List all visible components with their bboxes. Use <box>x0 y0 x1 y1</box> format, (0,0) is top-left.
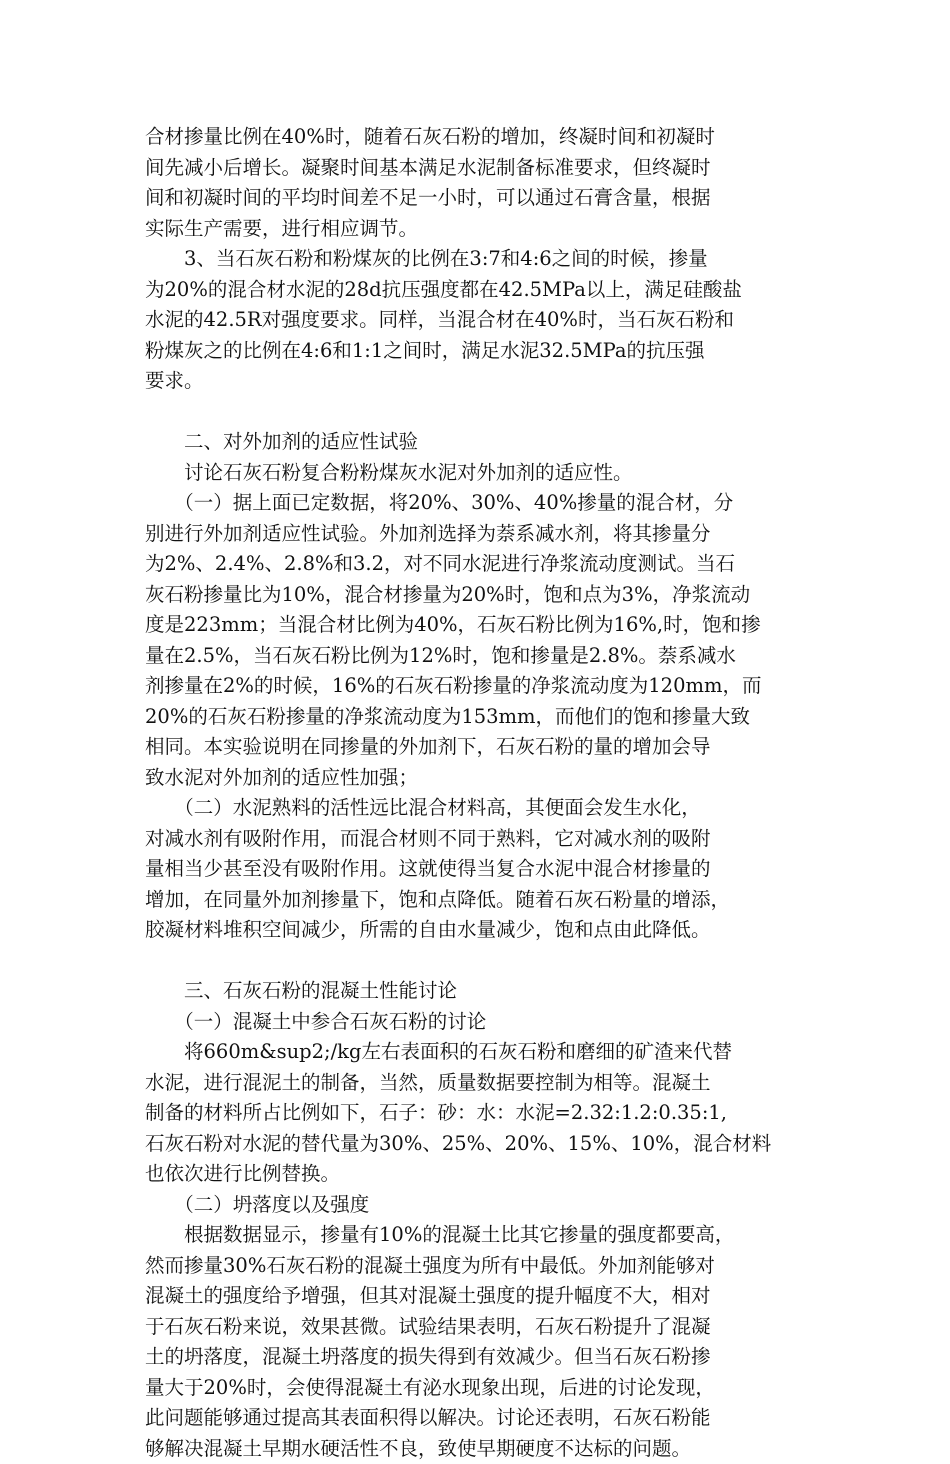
text-line: 然而掺量30%石灰石粉的混凝土强度为所有中最低。外加剂能够对 <box>145 1251 815 1282</box>
heading-line: 三、石灰石粉的混凝土性能讨论 <box>145 976 815 1007</box>
text-line: 对减水剂有吸附作用，而混合材则不同于熟料，它对减水剂的吸附 <box>145 824 815 855</box>
text-line: 于石灰石粉来说，效果甚微。试验结果表明，石灰石粉提升了混凝 <box>145 1312 815 1343</box>
paragraph-3 <box>145 458 815 489</box>
text-line: 量相当少甚至没有吸附作用。这就使得当复合水泥中混合材掺量的 <box>145 854 815 885</box>
text-line: 为20%的混合材水泥的28d抗压强度都在42.5MPa以上，满足硅酸盐 <box>145 275 815 306</box>
section-heading-2 <box>145 427 815 458</box>
subheading-line: （一）混凝土中参合石灰石粉的讨论 <box>145 1007 815 1038</box>
paragraph-4 <box>145 488 815 793</box>
text-line: 石灰石粉对水泥的替代量为30%、25%、20%、15%、10%，混合材料 <box>145 1129 815 1160</box>
text-line: 实际生产需要，进行相应调节。 <box>145 214 815 245</box>
text-line: 将660m&sup2;/kg左右表面积的石灰石粉和磨细的矿渣来代替 <box>145 1037 815 1068</box>
text-line: 度是223mm；当混合材比例为40%，石灰石粉比例为16%,时，饱和掺 <box>145 610 815 641</box>
text-line: 制备的材料所占比例如下，石子：砂：水：水泥=2.32:1.2:0.35:1, <box>145 1098 815 1129</box>
paragraph-9 <box>145 1220 815 1464</box>
heading-line: 二、对外加剂的适应性试验 <box>145 427 815 458</box>
text-line: 剂掺量在2%的时候，16%的石灰石粉掺量的净浆流动度为120mm，而 <box>145 671 815 702</box>
paragraph-8 <box>145 1190 815 1221</box>
text-line: 混凝土的强度给予增强，但其对混凝土强度的提升幅度不大，相对 <box>145 1281 815 1312</box>
document-page <box>145 122 815 1464</box>
paragraph-2 <box>145 244 815 397</box>
subheading-line: （二）坍落度以及强度 <box>145 1190 815 1221</box>
blank-line <box>145 397 815 428</box>
text-line: 此问题能够通过提高其表面积得以解决。讨论还表明，石灰石粉能 <box>145 1403 815 1434</box>
text-line: （二）水泥熟料的活性远比混合材料高，其便面会发生水化， <box>145 793 815 824</box>
text-line: 土的坍落度，混凝土坍落度的损失得到有效减少。但当石灰石粉掺 <box>145 1342 815 1373</box>
text-line: 为2%、2.4%、2.8%和3.2，对不同水泥进行净浆流动度测试。当石 <box>145 549 815 580</box>
text-line: 致水泥对外加剂的适应性加强； <box>145 763 815 794</box>
text-line: 粉煤灰之的比例在4:6和1:1之间时，满足水泥32.5MPa的抗压强 <box>145 336 815 367</box>
text-line: 合材掺量比例在40%时，随着石灰石粉的增加，终凝时间和初凝时 <box>145 122 815 153</box>
text-line: 量在2.5%，当石灰石粉比例为12%时，饱和掺量是2.8%。萘系减水 <box>145 641 815 672</box>
text-line: 间先减小后增长。凝聚时间基本满足水泥制备标准要求，但终凝时 <box>145 153 815 184</box>
text-line: （一）据上面已定数据，将20%、30%、40%掺量的混合材，分 <box>145 488 815 519</box>
text-line: 别进行外加剂适应性试验。外加剂选择为萘系减水剂，将其掺量分 <box>145 519 815 550</box>
paragraph-7 <box>145 1037 815 1190</box>
text-line: 增加，在同量外加剂掺量下，饱和点降低。随着石灰石粉量的增添， <box>145 885 815 916</box>
text-line: 20%的石灰石粉掺量的净浆流动度为153mm，而他们的饱和掺量大致 <box>145 702 815 733</box>
paragraph-1 <box>145 122 815 244</box>
text-line: 水泥的42.5R对强度要求。同样，当混合材在40%时，当石灰石粉和 <box>145 305 815 336</box>
text-line: 根据数据显示，掺量有10%的混凝土比其它掺量的强度都要高， <box>145 1220 815 1251</box>
text-line: 量大于20%时，会使得混凝土有泌水现象出现，后进的讨论发现， <box>145 1373 815 1404</box>
text-line: 水泥，进行混泥土的制备，当然，质量数据要控制为相等。混凝土 <box>145 1068 815 1099</box>
text-line: 3、当石灰石粉和粉煤灰的比例在3:7和4:6之间的时候，掺量 <box>145 244 815 275</box>
text-line: 胶凝材料堆积空间减少，所需的自由水量减少，饱和点由此降低。 <box>145 915 815 946</box>
blank-line <box>145 946 815 977</box>
paragraph-5 <box>145 793 815 946</box>
text-line: 够解决混凝土早期水硬活性不良，致使早期硬度不达标的问题。 <box>145 1434 815 1464</box>
text-line: 也依次进行比例替换。 <box>145 1159 815 1190</box>
text-line: 灰石粉掺量比为10%，混合材掺量为20%时，饱和点为3%，净浆流动 <box>145 580 815 611</box>
text-line: 讨论石灰石粉复合粉粉煤灰水泥对外加剂的适应性。 <box>145 458 815 489</box>
section-heading-3 <box>145 976 815 1007</box>
text-line: 要求。 <box>145 366 815 397</box>
text-line: 间和初凝时间的平均时间差不足一小时，可以通过石膏含量，根据 <box>145 183 815 214</box>
paragraph-6 <box>145 1007 815 1038</box>
text-line: 相同。本实验说明在同掺量的外加剂下，石灰石粉的量的增加会导 <box>145 732 815 763</box>
